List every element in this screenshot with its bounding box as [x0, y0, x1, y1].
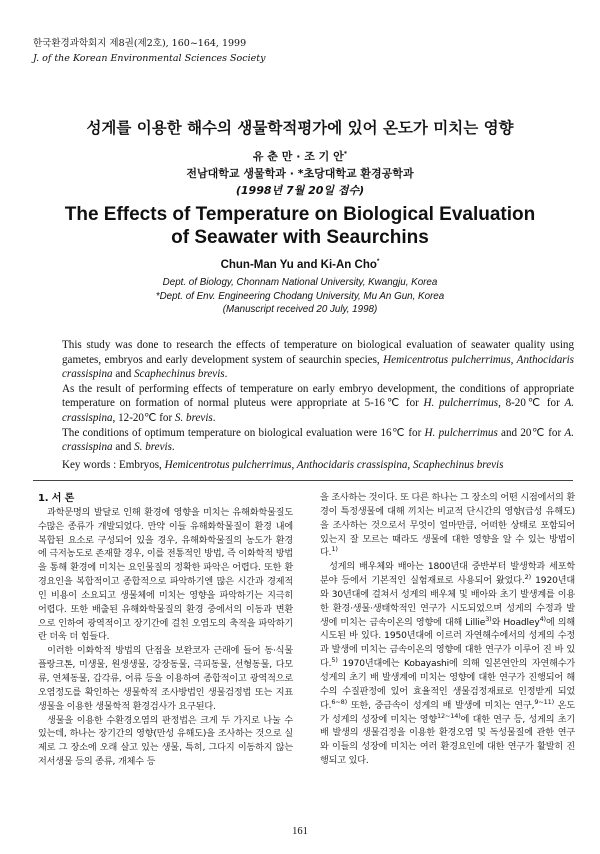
body-text: 와 Hoadley [491, 617, 540, 628]
paper-title-en-line2: of Seawater with Seaurchins [171, 227, 429, 248]
journal-name-ko: 한국환경과학회지 제8권(제2호), 160~164, 1999 [33, 38, 247, 49]
abstract-text: and [112, 368, 135, 381]
authors-en-marker: * [376, 258, 380, 266]
affiliation-ko: 전남대학교 생물학과 · *초당대학교 환경공학과 [186, 167, 414, 180]
body-text: 1970년대에는 Kobayashi에 의해 일본연안의 자연해수가 성게의 초기 배 발생계에 미치는 영향에 대한 연구가 진행되어 해수의 수질판정에 있어 효율적인 생물검정재료로 인정받게 되었다. [320, 659, 575, 711]
citation-ref: 9~11) [534, 697, 554, 706]
abstract-text: As the result of performing effects of temperature on early embryo development, the conditions of appropriate temperature on formation of normal pluteus were appropriate at 5-16℃ for [62, 382, 574, 410]
keywords-label: Key words : Embryos, [62, 459, 165, 471]
paper-title-en [0, 203, 600, 249]
citation-ref: 2) [524, 573, 532, 582]
section-heading: 1. 서 론 [38, 493, 75, 504]
body-text: 에 대한 연구 등, 성게의 초기 배 발생의 생물검정을 이용한 환경오염 및 독성물질에 관한 연구와 이들의 성장에 미치는 여러 환경요인에 대한 연구가 활발히 진행되고 있다. [320, 714, 575, 767]
abstract-text: . [171, 441, 175, 454]
species-name: S. brevis [134, 441, 172, 454]
abstract-paragraph-1 [62, 338, 574, 382]
authors-ko [0, 148, 600, 164]
body-paragraph [320, 492, 575, 561]
species-name: H. pulcherrimus [423, 397, 499, 410]
citation-ref: 5) [331, 656, 338, 665]
body-column-left [38, 492, 293, 770]
abstract-text: and 20℃ for [497, 426, 565, 439]
body-column-right [320, 492, 575, 769]
affiliation-en [0, 276, 600, 317]
keywords [62, 459, 582, 471]
body-text: 성게의 배우체와 배아는 1800년대 중반부터 발생학과 세포학 분야 등에서 기본적인 실험재료로 사용되어 왔었다. [320, 562, 575, 587]
authors-ko-names: 유 춘 만 · 조 기 안 [252, 150, 344, 163]
page-number: 161 [292, 826, 308, 837]
citation-ref: 12~14) [436, 711, 461, 720]
received-date-en: (Manuscript received 20 July, 1998) [222, 304, 378, 315]
body-text: 온도가 성게의 성장에 미치는 영향 [320, 700, 576, 725]
citation-ref: 6~8) [331, 697, 348, 706]
abstract-text: The conditions of optimum temperature on biological evaluation were 16℃ for [62, 426, 425, 439]
abstract-text: and [112, 441, 135, 454]
body-text: 또한, 중금속이 성게의 배 발생에 미치는 연구, [347, 700, 535, 711]
species-name: Hemicentrotus pulcherrimus, Anthocidaris crassispina [62, 353, 574, 381]
citation-ref: 3) [485, 614, 492, 623]
paper-title-ko: 성게를 이용한 해수의 생물학적평가에 있어 온도가 미치는 영향 [86, 119, 514, 137]
abstract-text: . [224, 368, 228, 381]
keywords-terms: Hemicentrotus pulcherrimus, Anthocidaris crassispina, Scaphechinus brevis [164, 459, 504, 471]
species-name: A. crassispina [62, 426, 574, 454]
body-text: 1920년대와 30년대에 걸쳐서 성게의 배우체 및 배아와 초기 발생계를 이용한 환경·생물·생태학적인 연구가 시도되었으며 성게의 수정과 발생에 미치는 금속이온의 영향에 대해 Lillie [320, 576, 575, 628]
abstract [62, 338, 574, 455]
authors-ko-marker: * [343, 149, 348, 158]
affiliation-en-line1: Dept. of Biology, Chonnam National University, Kwangju, Korea [162, 277, 438, 288]
body-paragraph: 생물을 이용한 수환경오염의 판정법은 크게 두 가지로 나눌 수 있는데, 하나는 장기간의 영향(만성 유해도)을 조사하는 것으로 실제로 그 장소에 오래 살고 있는 생물, 특히, 그다지 이동하지 않는 저서생물 등의 종류, 개체수 등 [38, 715, 293, 768]
body-text: 에 의해 시도된 바 있다. 1950년대에 이르러 자연해수에서의 성게의 수정과 발생에 미치는 금속이온의 영향에 대한 연구가 이루어 진 바 있다. [320, 617, 575, 670]
divider [33, 480, 573, 481]
body-text: 을 조사하는 것이다. 또 다른 하나는 그 장소의 어떤 시점에서의 환경이 특정생물에 대해 끼치는 비교적 단시간의 영향(급성 유해도)을 조사하는 것으로서 무엇이 얼마만큼, 어떠한 상태로 포함되어 있는지 잘 모르는 때라도 생물에 대한 영향을 알 수 있는 방법이다. [320, 493, 575, 559]
body-paragraph: 이러한 이화학적 방법의 단점을 보완코자 근래에 들어 동·식물 플랑크톤, 미생물, 원생생물, 강장동물, 극피동물, 선형동물, 다모류, 연체동물, 갑각류, 어류 등을 이용하여 종합적이고 광역적으로 오염정도를 확인하는 생물학적 조사방법인 생물검정법 또는 지표생물을 이용한 생물학적 환경검사가 요구된다. [38, 646, 293, 712]
abstract-text: , 8-20℃ for [498, 397, 565, 410]
abstract-text: , 12-20℃ for [112, 411, 175, 424]
authors-en-names: Chun-Man Yu and Ki-An Cho [220, 259, 377, 271]
citation-ref: 1) [331, 545, 338, 554]
journal-header [33, 36, 265, 66]
species-name: S. brevis [174, 411, 213, 424]
abstract-text: . [212, 411, 216, 424]
abstract-paragraph-3 [62, 426, 574, 455]
abstract-paragraph-2 [62, 382, 574, 426]
citation-ref: 4) [539, 614, 546, 623]
affiliation-en-line2: *Dept. of Env. Engineering Chodang University, Mu An Gun, Korea [155, 290, 445, 302]
paper-title-en-line1: The Effects of Temperature on Biological Evaluation [64, 204, 536, 225]
species-name: H. pulcherrimus [424, 426, 498, 439]
journal-name-en: J. of the Korean Environmental Sciences Society [33, 53, 266, 64]
body-paragraph: 과학문명의 발달로 인해 환경에 영향을 미치는 유해화학물질도 수많은 종류가 개발되었다. 만약 이들 유해화학물질이 환경 내에 복합된 요소로 구성되어 있을 경우, 유해화학물질의 농도가 환경에 극저농도로 존재할 경우, 이를 전통적인 방법, 즉 이화학적 방법을 통해 환경에 미치는 요인물질의 정확한 파악은 어렵다. 또한 환경요인을 복합적이고 종합적으로 파악하기엔 많은 시간과 경제적인 비용이 소요되고 생물체에 미치는 영향을 파악하기는 지극히 어렵다. 또한 배출된 유해화학물질의 환경 중에서의 이동과 변환으로 인하여 광역적이고 장기간에 걸친 오염도의 축적을 파악하기란 더욱 더 힘들다. [38, 507, 293, 643]
received-date-ko: (1998년 7월 20일 접수) [235, 184, 365, 197]
abstract-text: This study was done to research the effects of temperature on biological evaluation of seawater quality using gametes, embryos and early development system of seaurchin species, [62, 339, 574, 366]
species-name: A. crassispina [62, 397, 574, 424]
species-name: Scaphechinus brevis [134, 368, 225, 381]
body-paragraph [320, 561, 575, 769]
authors-en [0, 259, 600, 271]
